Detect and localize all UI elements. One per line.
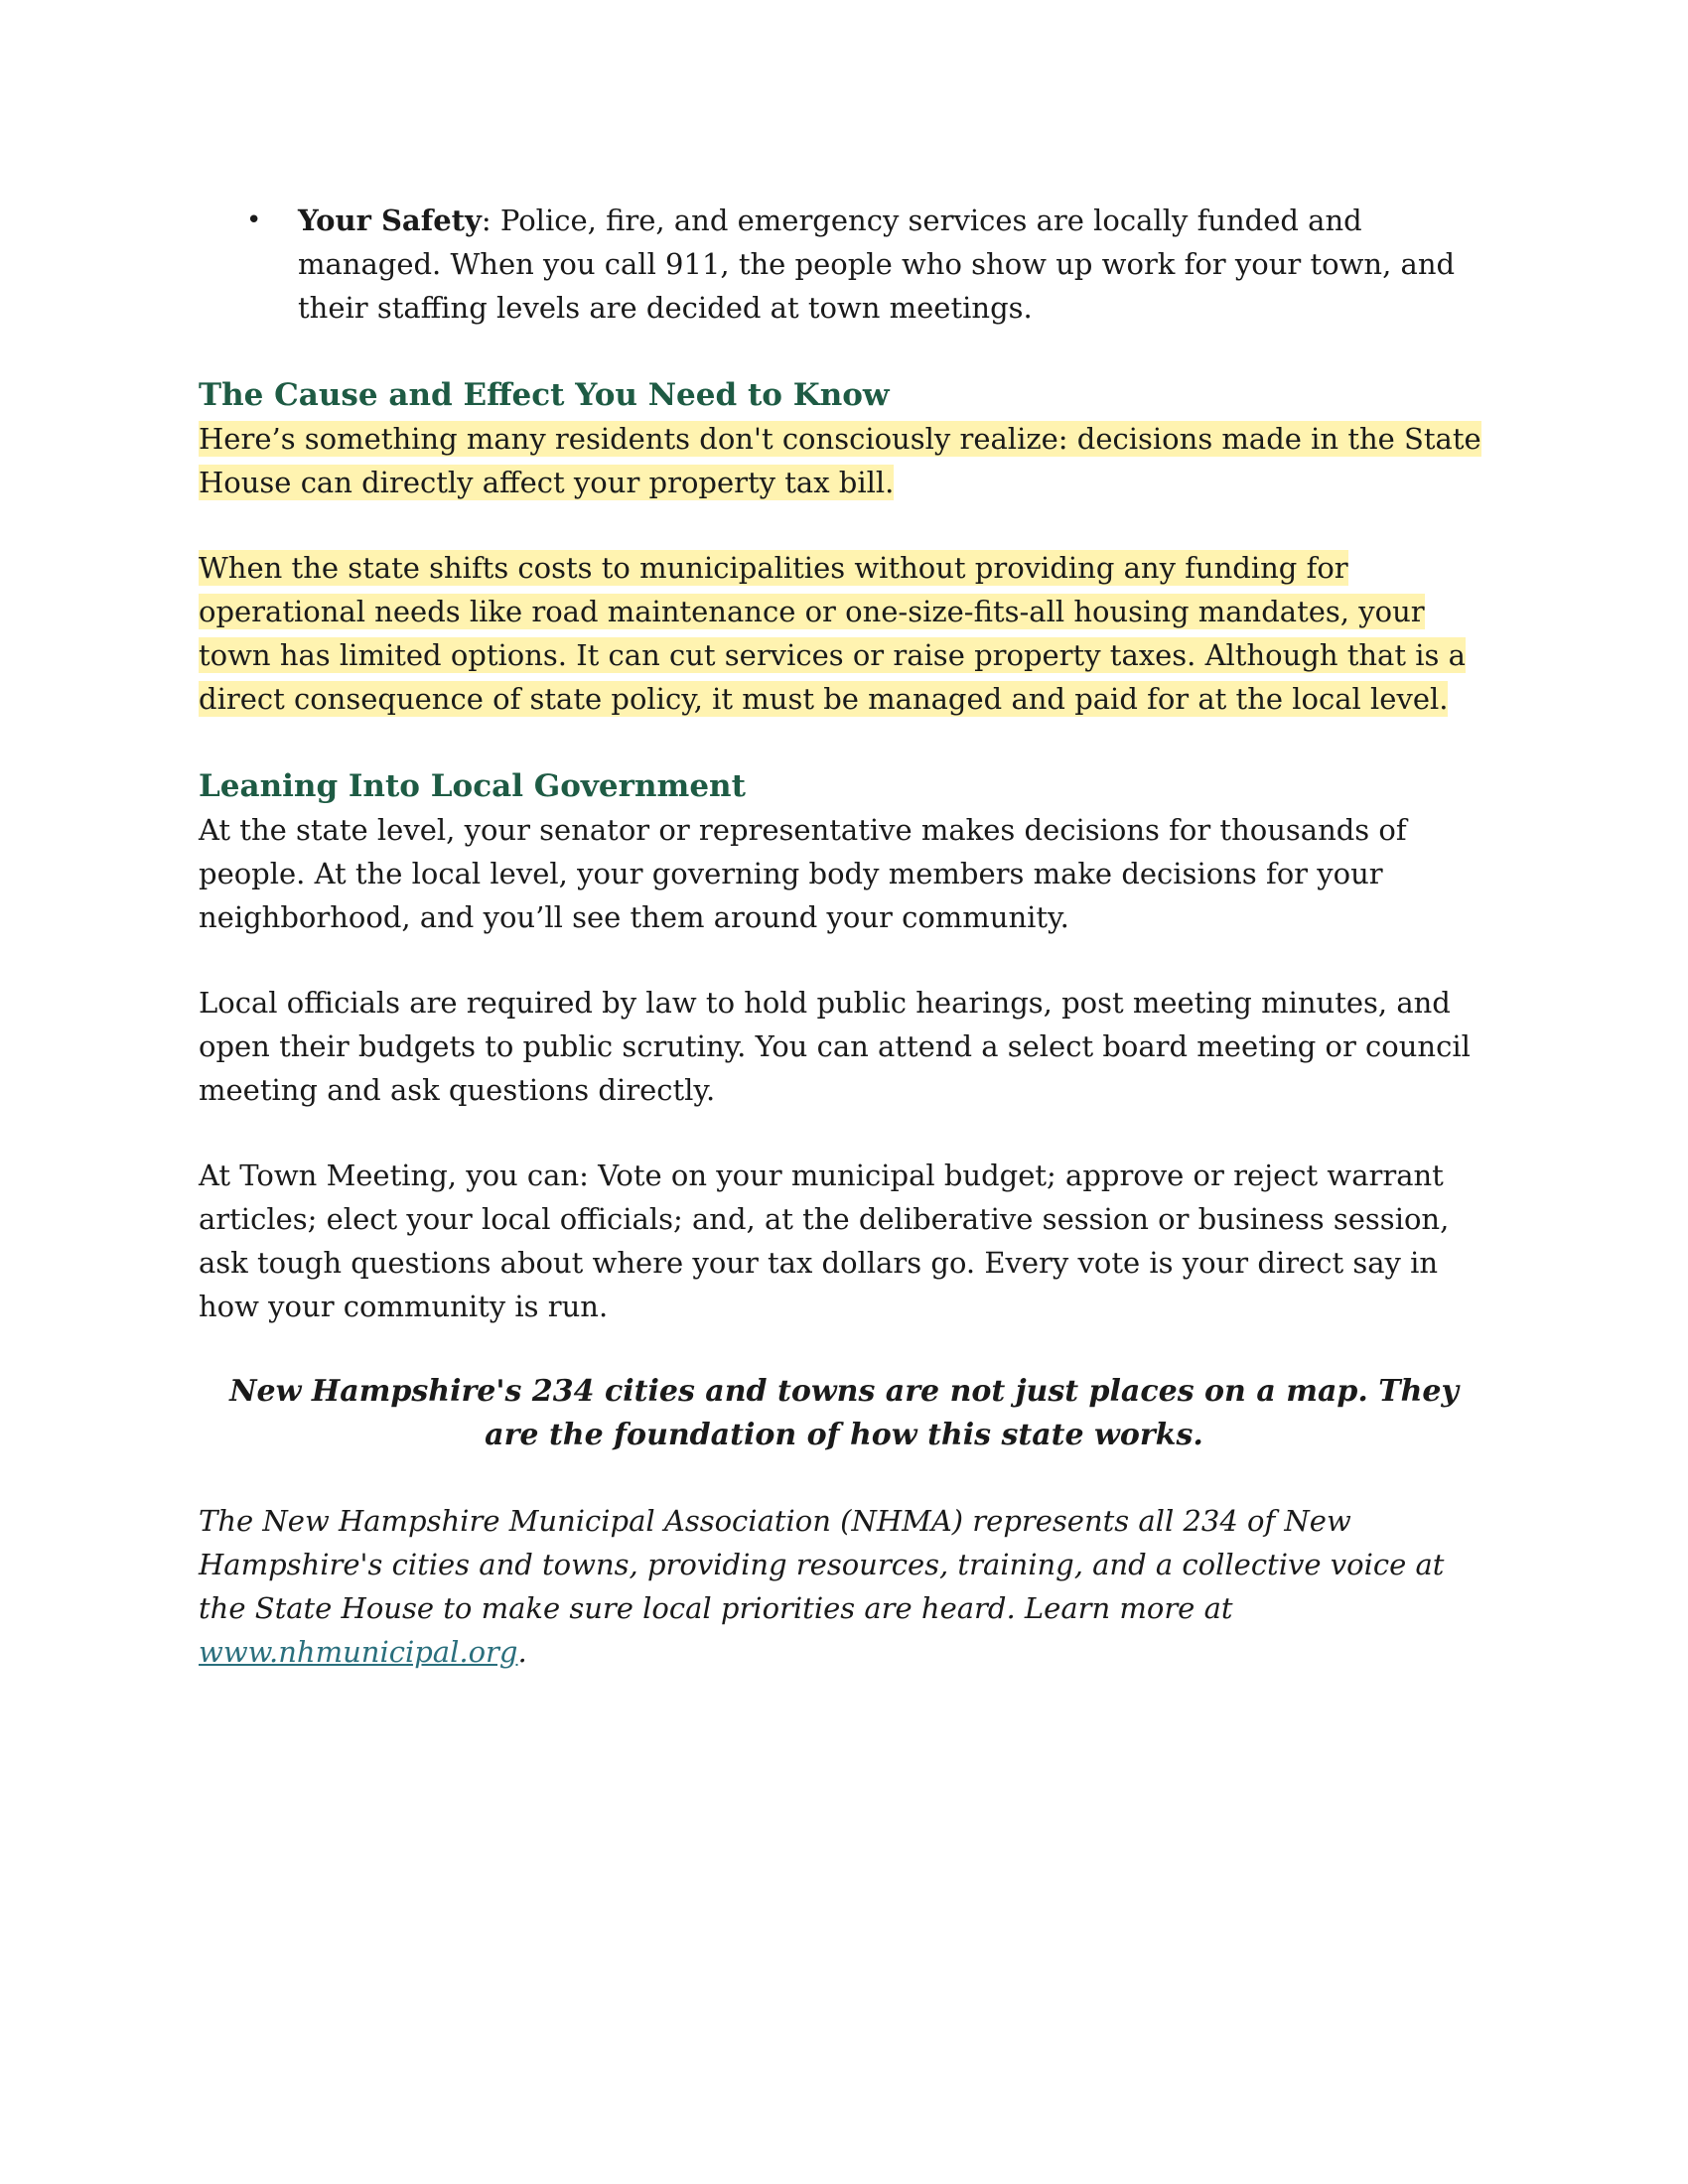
safety-bullet — [246, 199, 1489, 330]
local-gov-paragraph-3: At Town Meeting, you can: Vote on your municipal budget; approve or reject warrant articles; elect your local officials; and, at the deliberative session or business session, ask tough questions about where your tax dollars go. Every vote is your direct say in how your community is run. — [199, 1159, 1450, 1323]
document-page — [199, 199, 1489, 1674]
callout-statement: New Hampshire's 234 cities and towns are not just places on a map. They are the foundation of how this state works. — [229, 1374, 1459, 1452]
about-text: The New Hampshire Municipal Association (NHMA) represents all 234 of New Hampshire's cities and towns, providing resources, training, and a collective voice at the State House to make sure local priorities are heard. Learn more at — [199, 1504, 1445, 1625]
highlighted-text: When the state shifts costs to municipalities without providing any funding for operational needs like road maintenance or one-size-fits-all housing mandates, your town has limited options. It can cut services or raise property taxes. Although that is a direct consequence of state policy, it must be managed and paid for at the local level. — [199, 551, 1466, 716]
bullet-body: : Police, fire, and emergency services are locally funded and managed. When you call 911, the people who show up work for your town, and their staffing levels are decided at town meetings. — [298, 204, 1456, 325]
cause-effect-paragraph-2 — [199, 546, 1489, 721]
local-gov-heading: Leaning Into Local Government — [199, 768, 746, 804]
nhma-website-link[interactable]: www.nhmunicipal.org — [199, 1635, 518, 1669]
local-gov-paragraph-1: At the state level, your senator or representative makes decisions for thousands of people. At the local level, your governing body members make decisions for your neighborhood, and you’ll see them around your community. — [199, 813, 1407, 934]
bullet-icon: • — [246, 205, 262, 235]
about-paragraph — [199, 1499, 1489, 1674]
highlighted-text: Here’s something many residents don't consciously realize: decisions made in the State House can directly affect your property tax bill. — [199, 422, 1481, 499]
bullet-text — [298, 199, 1489, 330]
cause-effect-paragraph-1 — [199, 417, 1489, 504]
cause-effect-heading: The Cause and Effect You Need to Know — [199, 377, 890, 413]
local-gov-paragraph-2: Local officials are required by law to hold public hearings, post meeting minutes, and open their budgets to public scrutiny. You can attend a select board meeting or council meeting and ask questions directly. — [199, 986, 1471, 1107]
about-end: . — [517, 1635, 527, 1669]
bullet-label: Your Safety — [298, 204, 482, 237]
